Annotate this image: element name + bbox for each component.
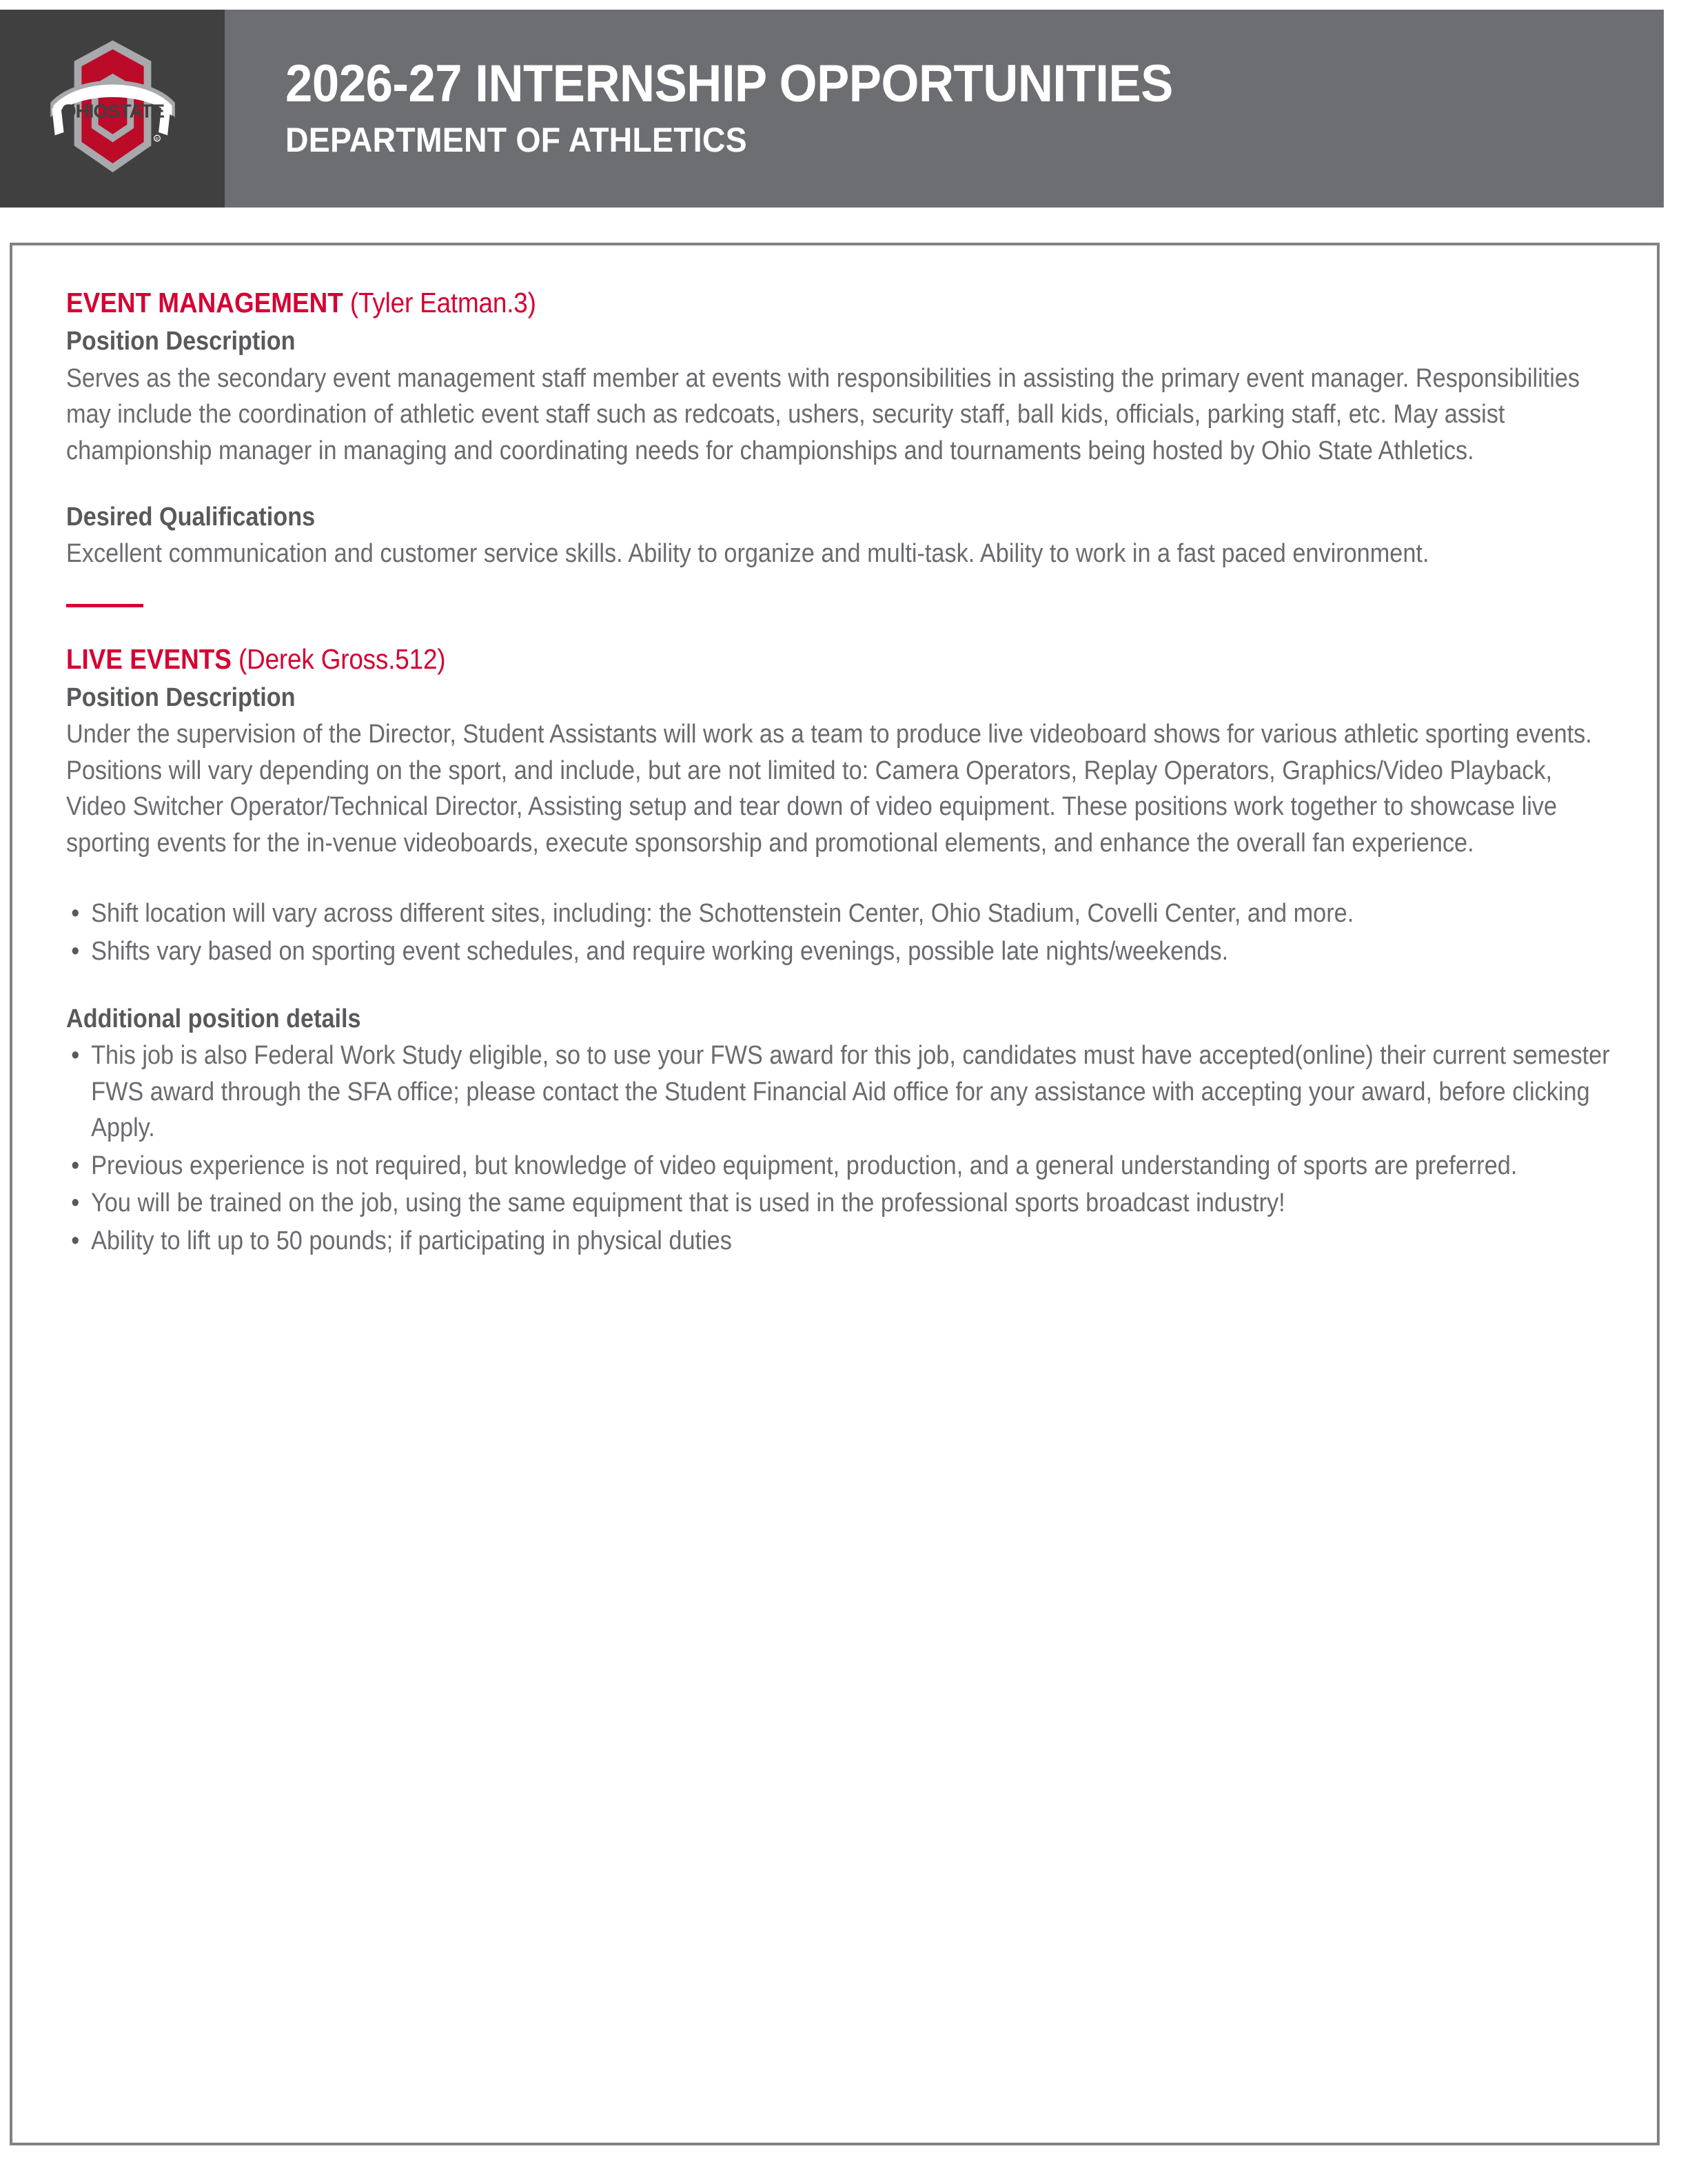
section-name: LIVE EVENTS xyxy=(66,643,232,675)
section-name: EVENT MANAGEMENT xyxy=(66,287,343,318)
svg-text:R: R xyxy=(155,136,159,142)
ohio-state-logo-icon xyxy=(39,34,187,183)
section-event-management xyxy=(66,285,1614,572)
list-item: • You will be trained on the job, using the same equipment that is used in the professional sports broadcast industry! xyxy=(66,1185,1613,1221)
page-subtitle: DEPARTMENT OF ATHLETICS xyxy=(285,120,747,159)
section-heading xyxy=(66,285,1459,321)
section-divider xyxy=(66,604,143,607)
list-item: • Shifts vary based on sporting event schedules, and require working evenings, possible late nights/weekends. xyxy=(66,933,1613,969)
additional-position-details-label: Additional position details xyxy=(66,1004,361,1034)
list-item: • Previous experience is not required, but knowledge of video equipment, production, and a general understanding of sports are preferred. xyxy=(66,1148,1613,1184)
section-contact: (Derek Gross.512) xyxy=(238,643,446,675)
shift-details-list xyxy=(66,896,1613,969)
list-item: • Ability to lift up to 50 pounds; if participating in physical duties xyxy=(66,1223,1613,1259)
list-item: • Shift location will vary across different sites, including: the Schottenstein Center, Ohio Stadium, Covelli Center, and more. xyxy=(66,896,1613,931)
section-contact: (Tyler Eatman.3) xyxy=(349,287,536,318)
page-header xyxy=(0,10,1664,208)
list-item: • This job is also Federal Work Study eligible, so to use your FWS award for this job, candidates must have accepted(online) their current semester FWS award through the SFA office; please contact the Student Financial Aid office for any assistance with accepting your award, before clicking Apply. xyxy=(66,1038,1613,1146)
page-title: 2026-27 INTERNSHIP OPPORTUNITIES xyxy=(285,54,1173,113)
position-description-label: Position Description xyxy=(66,683,296,713)
svg-text:OHIOSTATE: OHIOSTATE xyxy=(61,100,164,122)
additional-details-list xyxy=(66,1038,1613,1259)
section-live-events xyxy=(66,642,1614,1259)
header-text-block xyxy=(225,10,1664,208)
desired-qualifications-text: Excellent communication and customer service skills. Ability to organize and multi-task. Ability to work in a fast paced environment. xyxy=(66,539,1429,569)
desired-qualifications-label: Desired Qualifications xyxy=(66,502,316,532)
content-inner xyxy=(12,245,1657,1288)
spacer xyxy=(66,469,1614,501)
logo-panel xyxy=(0,10,225,208)
section-heading xyxy=(66,642,1459,677)
position-description-text: Serves as the secondary event management staff member at events with responsibilities in assisting the primary event manager. Responsibilities may include the coordination of athletic event staff such as redcoats, ushers, security staff, ball kids, officials, parking staff, etc. May assist championship manager in managing and coordinating needs for championships and tournaments being hosted by Ohio State Athletics. xyxy=(66,363,1580,465)
content-box xyxy=(10,243,1660,2145)
spacer xyxy=(66,971,1614,1002)
position-description-text: Under the supervision of the Director, Student Assistants will work as a team to produce live videoboard shows for various athletic sporting events. Positions will vary depending on the sport, and include, but are not limited to: Camera Operators, Replay Operators, Graphics/Video Playback, Video Switcher Operator/Technical Director, Assisting setup and tear down of video equipment. These positions work together to showcase live sporting events for the in-venue videoboards, execute sponsorship and promotional elements, and enhance the overall fan experience. xyxy=(66,720,1592,858)
spacer xyxy=(66,861,1614,896)
position-description-label: Position Description xyxy=(66,327,296,356)
